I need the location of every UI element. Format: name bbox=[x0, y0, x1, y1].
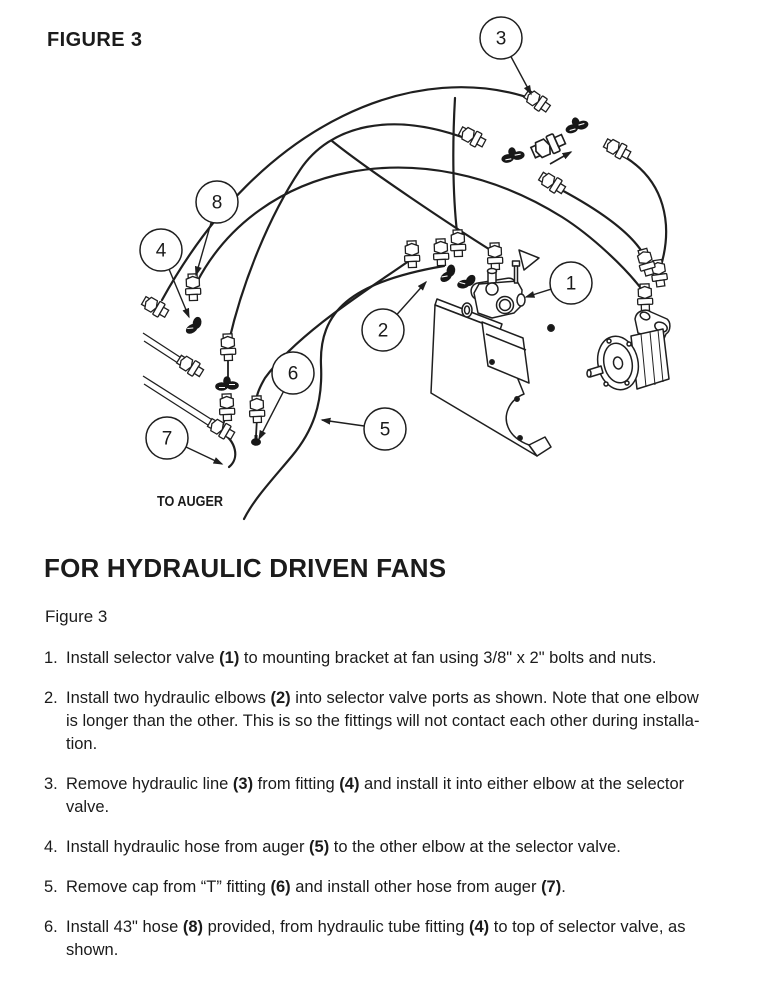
callout-6 bbox=[259, 352, 314, 439]
callout-number: 8 bbox=[211, 192, 223, 214]
hose-vertical bbox=[453, 98, 458, 240]
step-item-1 bbox=[44, 647, 768, 670]
tube-line bbox=[143, 333, 186, 361]
callout-number: 1 bbox=[565, 273, 577, 295]
callout-number: 2 bbox=[377, 320, 389, 342]
step-number: 5. bbox=[44, 878, 58, 896]
bolt-icon bbox=[548, 325, 554, 331]
fitting-icon bbox=[635, 247, 657, 277]
hose-from-auger-5 bbox=[244, 266, 444, 519]
instruction-steps bbox=[44, 647, 768, 979]
fitting-icon bbox=[220, 334, 236, 361]
step-item-6 bbox=[44, 916, 768, 962]
callout-leader-arrow bbox=[511, 57, 531, 95]
t-fitting-icon bbox=[563, 114, 590, 134]
callout-layer bbox=[140, 17, 592, 464]
hose-left-sweep bbox=[229, 124, 470, 341]
steel-tubes bbox=[143, 333, 214, 427]
tube-line bbox=[143, 376, 214, 421]
t-fitting-icon bbox=[215, 376, 239, 391]
section-heading: FOR HYDRAULIC DRIVEN FANS bbox=[44, 553, 447, 583]
callout-leader-arrow bbox=[322, 420, 364, 426]
hydraulic-motor bbox=[587, 310, 670, 393]
step-text: Install two hydraulic elbows (2) into selector valve ports as shown. Note that one elbow is longer than the other. This is so the fittings will not contact each other during installa- tion. bbox=[66, 689, 700, 753]
hose-to-valve-top bbox=[332, 141, 492, 251]
callout-5 bbox=[322, 408, 406, 450]
step-number: 4. bbox=[44, 838, 58, 856]
callout-number: 7 bbox=[161, 428, 173, 450]
step-number: 1. bbox=[44, 649, 58, 667]
fitting-icon bbox=[487, 243, 503, 270]
fitting-icon bbox=[537, 170, 567, 197]
fitting-icon bbox=[457, 124, 487, 150]
step-number: 3. bbox=[44, 775, 58, 793]
callout-8 bbox=[196, 181, 238, 275]
step-item-4 bbox=[44, 836, 768, 859]
callout-3 bbox=[480, 17, 531, 94]
callout-leader-arrow bbox=[186, 447, 222, 464]
callout-leader-arrow bbox=[526, 289, 551, 297]
step-number: 6. bbox=[44, 918, 58, 936]
fitting-icon bbox=[602, 136, 632, 162]
t-fitting-icon bbox=[500, 145, 526, 163]
step-number: 2. bbox=[44, 689, 58, 707]
fitting-icon bbox=[249, 396, 265, 423]
fitting-icon bbox=[522, 87, 552, 114]
callout-leader-arrow bbox=[196, 222, 211, 275]
hose-right-2 bbox=[554, 186, 646, 259]
selector-valve bbox=[462, 261, 525, 318]
callout-number: 6 bbox=[287, 363, 299, 385]
fitting-icon bbox=[219, 394, 235, 421]
fitting-icon bbox=[140, 294, 170, 320]
hydraulic-elbow-icon bbox=[183, 315, 204, 336]
step-text: Install 43" hose (8) provided, from hydraulic tube fitting (4) to top of selector valve, as shown. bbox=[66, 918, 686, 959]
callout-2 bbox=[362, 282, 426, 351]
step-item-2 bbox=[44, 687, 768, 756]
fittings bbox=[140, 87, 668, 445]
callout-number: 5 bbox=[379, 419, 391, 441]
callout-number: 3 bbox=[495, 28, 507, 50]
step-item-5 bbox=[44, 876, 768, 899]
fitting-icon bbox=[433, 239, 449, 266]
step-text: Remove cap from “T” fitting (6) and install other hose from auger (7). bbox=[66, 878, 566, 896]
figure-label: FIGURE 3 bbox=[47, 29, 143, 51]
callout-leader-arrow bbox=[397, 282, 426, 314]
step-item-3 bbox=[44, 773, 768, 819]
step-text: Remove hydraulic line (3) from fitting (4) and install it into either elbow at the selector valve. bbox=[66, 775, 685, 816]
callout-1 bbox=[526, 262, 592, 304]
step-text: Install hydraulic hose from auger (5) to the other elbow at the selector valve. bbox=[66, 838, 621, 856]
figure-caption: Figure 3 bbox=[45, 607, 108, 626]
step-text: Install selector valve (1) to mounting bracket at fan using 3/8" x 2" bolts and nuts. bbox=[66, 649, 657, 667]
hydraulic-hoses bbox=[162, 87, 666, 519]
to-auger-label: TO AUGER bbox=[157, 494, 224, 510]
callout-number: 4 bbox=[155, 240, 167, 262]
